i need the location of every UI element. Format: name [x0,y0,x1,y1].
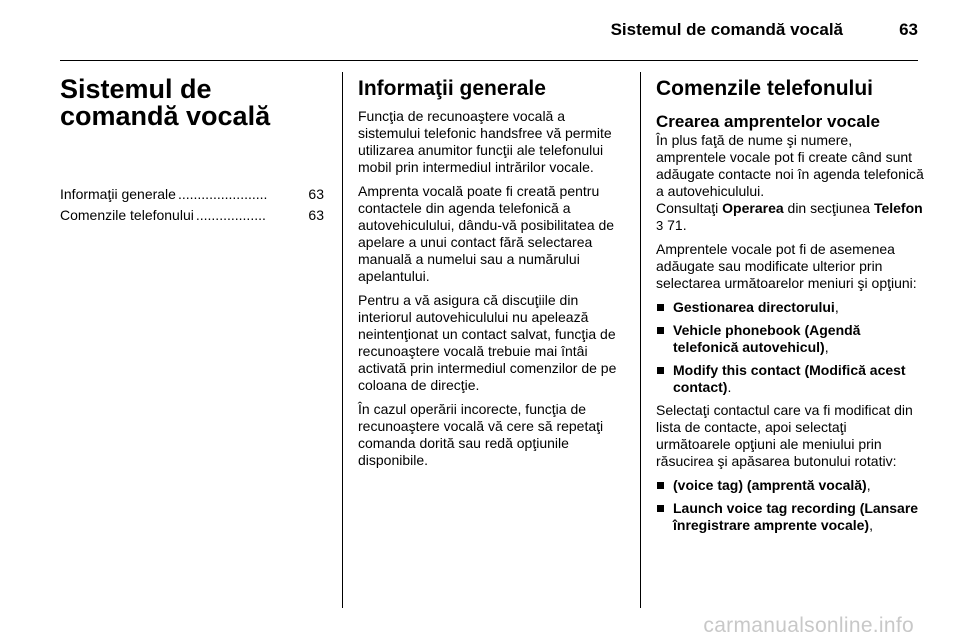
running-title: Sistemul de comandă vocală [610,20,843,39]
bullet-square-icon [657,327,664,334]
paragraph: În plus faţă de nume şi numere, amprentele vocale pot fi create când sunt adăugate contacte noi în agenda telefonică a autovehiculului. [656,132,924,199]
column-divider [342,72,343,608]
chapter-title: Sistemul de comandă vocală [60,74,271,131]
section-heading-phone-commands: Comenzile telefonului [656,77,874,100]
chapter-column [60,72,324,226]
column-divider [640,72,641,608]
page-header [60,0,918,61]
bullet-square-icon [657,367,664,374]
list-item: Launch voice tag recording (Lansare înregistrare amprente vocale), [656,500,924,534]
toc-entry-general-info[interactable]: Informaţii generale ....................... 63 [60,184,324,205]
table-of-contents [60,184,324,226]
subheading-voice-tags: Crearea amprentelor vocale [656,112,880,131]
ref-operation: Operarea [722,200,784,216]
list-item: Gestionarea directorului, [656,299,924,316]
list-item: Vehicle phonebook (Agendă telefonică autovehicul), [656,322,924,356]
ref-page[interactable]: 71. [663,217,687,233]
paragraph: Amprenta vocală poate fi creată pentru contactele din agenda telefonică a autovehiculului, dându-vă posibilitatea de apelare a unui contact fără selectarea manuală a numelui sau a numărului apelantului. [358,183,615,284]
paragraph: Funcţia de recunoaştere vocală a sistemului telefonic handsfree vă permite utilizarea anumitor funcţii ale telefonului mobil prin intermediul intrărilor vocale. [358,108,612,175]
bullet-square-icon [657,505,664,512]
bullet-square-icon [657,482,664,489]
watermark: carmanualsonline.info [703,614,914,637]
paragraph: Selectaţi contactul care va fi modificat din lista de contacte, apoi selectaţi următoarele opţiuni ale meniului prin răsucirea şi apăsarea butonului rotativ: [656,402,913,469]
toc-entry-phone-commands[interactable]: Comenzile telefonului .................. 63 [60,205,324,226]
list-item: (voice tag) (amprentă vocală), [656,477,924,494]
list-item: Modify this contact (Modifică acest contact). [656,362,924,396]
paragraph: Amprentele vocale pot fi de asemenea adăugate sau modificate ulterior prin selectarea următoarelor meniuri şi opţiuni: [656,241,917,291]
page-number: 63 [899,20,918,39]
cross-reference: Consultaţi Operarea din secţiunea Telefon 3 71. [656,200,923,233]
bullet-square-icon [657,304,664,311]
toc-leader: .................. [195,207,266,223]
paragraph: În cazul operării incorecte, funcţia de recunoaştere vocală vă cere să repetaţi comanda dorită sau redă opţiunile disponibile. [358,401,604,468]
toc-leader: ....................... [177,186,268,202]
general-info-column [358,72,624,476]
phone-commands-column [656,72,924,540]
page-reference-icon: 3 [656,218,664,233]
ref-phone: Telefon [873,200,923,216]
paragraph: Pentru a vă asigura că discuţiile din interiorul autovehiculului nu apelează neintenţionat un contact salvat, funcţia de recunoaştere vocală trebuie mai întâi activată prin intermediul comenzilor de pe coloana de direcţie. [358,292,617,393]
section-heading-general-info: Informaţii generale [358,77,546,100]
